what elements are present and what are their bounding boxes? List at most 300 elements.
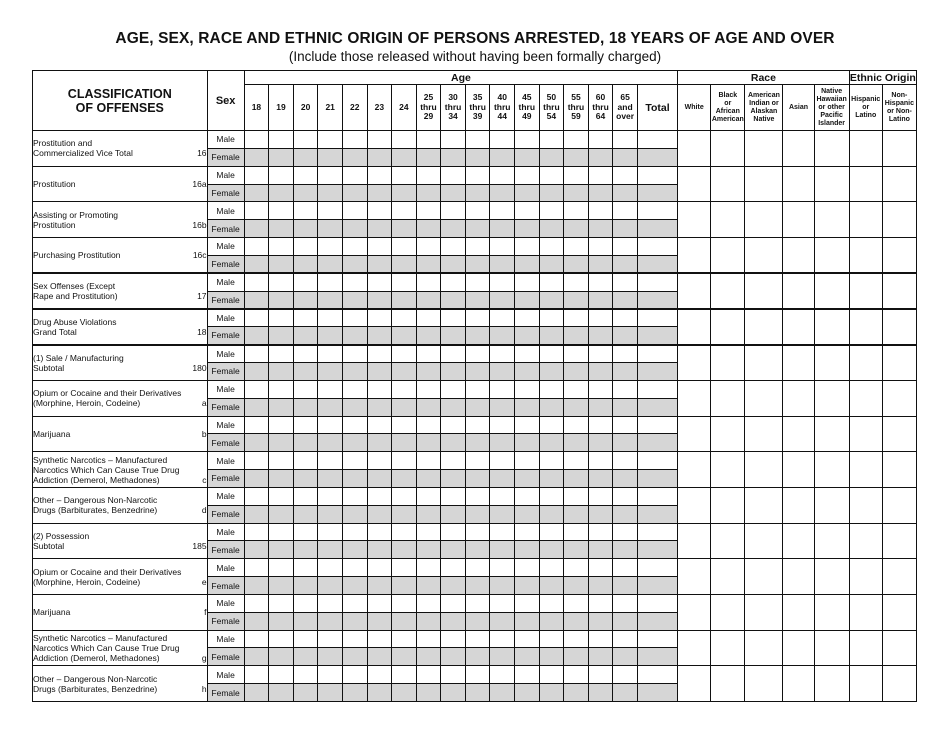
age-count-cell[interactable]	[588, 416, 613, 434]
age-count-cell[interactable]	[392, 630, 417, 648]
race-count-cell[interactable]	[814, 131, 849, 167]
age-count-cell[interactable]	[318, 470, 343, 488]
age-count-cell[interactable]	[244, 470, 269, 488]
age-count-cell[interactable]	[613, 541, 638, 559]
age-count-cell[interactable]	[613, 309, 638, 327]
age-count-cell[interactable]	[515, 630, 540, 648]
age-count-cell[interactable]	[539, 362, 564, 380]
age-count-cell[interactable]	[416, 362, 441, 380]
age-count-cell[interactable]	[441, 238, 466, 256]
ethnic-count-cell[interactable]	[849, 594, 882, 630]
race-count-cell[interactable]	[783, 131, 814, 167]
age-count-cell[interactable]	[318, 148, 343, 166]
age-count-cell[interactable]	[441, 666, 466, 684]
race-count-cell[interactable]	[814, 487, 849, 523]
ethnic-count-cell[interactable]	[849, 416, 882, 452]
age-count-cell[interactable]	[416, 577, 441, 595]
race-count-cell[interactable]	[783, 380, 814, 416]
race-count-cell[interactable]	[678, 487, 711, 523]
age-count-cell[interactable]	[244, 148, 269, 166]
age-count-cell[interactable]	[613, 148, 638, 166]
age-count-cell[interactable]	[367, 131, 392, 149]
age-count-cell[interactable]	[441, 148, 466, 166]
age-count-cell[interactable]	[588, 220, 613, 238]
age-count-cell[interactable]	[515, 273, 540, 291]
race-count-cell[interactable]	[678, 523, 711, 559]
age-count-cell[interactable]	[269, 666, 294, 684]
age-count-cell[interactable]	[564, 505, 589, 523]
age-count-cell[interactable]	[318, 255, 343, 273]
age-count-cell[interactable]	[416, 291, 441, 309]
age-count-cell[interactable]	[490, 559, 515, 577]
race-count-cell[interactable]	[711, 309, 745, 345]
age-count-cell[interactable]	[367, 148, 392, 166]
age-count-cell[interactable]	[392, 594, 417, 612]
age-count-cell[interactable]	[293, 273, 318, 291]
age-count-cell[interactable]	[539, 309, 564, 327]
age-count-cell[interactable]	[367, 541, 392, 559]
age-count-cell[interactable]	[490, 380, 515, 398]
age-count-cell[interactable]	[367, 309, 392, 327]
age-count-cell[interactable]	[269, 220, 294, 238]
age-count-cell[interactable]	[342, 577, 367, 595]
age-count-cell[interactable]	[490, 398, 515, 416]
age-count-cell[interactable]	[416, 470, 441, 488]
age-count-cell[interactable]	[318, 416, 343, 434]
age-count-cell[interactable]	[293, 184, 318, 202]
age-count-cell[interactable]	[293, 452, 318, 470]
race-count-cell[interactable]	[711, 630, 745, 666]
age-count-cell[interactable]	[637, 255, 677, 273]
age-count-cell[interactable]	[637, 398, 677, 416]
age-count-cell[interactable]	[392, 273, 417, 291]
age-count-cell[interactable]	[465, 541, 490, 559]
age-count-cell[interactable]	[244, 523, 269, 541]
age-count-cell[interactable]	[416, 220, 441, 238]
age-count-cell[interactable]	[490, 238, 515, 256]
ethnic-count-cell[interactable]	[882, 202, 916, 238]
age-count-cell[interactable]	[293, 416, 318, 434]
age-count-cell[interactable]	[293, 434, 318, 452]
age-count-cell[interactable]	[318, 452, 343, 470]
age-count-cell[interactable]	[539, 380, 564, 398]
age-count-cell[interactable]	[539, 541, 564, 559]
age-count-cell[interactable]	[441, 630, 466, 648]
age-count-cell[interactable]	[416, 255, 441, 273]
age-count-cell[interactable]	[515, 612, 540, 630]
age-count-cell[interactable]	[564, 220, 589, 238]
age-count-cell[interactable]	[293, 487, 318, 505]
age-count-cell[interactable]	[613, 273, 638, 291]
age-count-cell[interactable]	[539, 684, 564, 702]
age-count-cell[interactable]	[269, 184, 294, 202]
age-count-cell[interactable]	[367, 220, 392, 238]
age-count-cell[interactable]	[588, 594, 613, 612]
race-count-cell[interactable]	[783, 487, 814, 523]
age-count-cell[interactable]	[293, 131, 318, 149]
age-count-cell[interactable]	[465, 273, 490, 291]
race-count-cell[interactable]	[711, 202, 745, 238]
ethnic-count-cell[interactable]	[882, 131, 916, 167]
race-count-cell[interactable]	[678, 202, 711, 238]
age-count-cell[interactable]	[441, 505, 466, 523]
age-count-cell[interactable]	[637, 380, 677, 398]
race-count-cell[interactable]	[783, 345, 814, 381]
race-count-cell[interactable]	[745, 345, 783, 381]
age-count-cell[interactable]	[244, 577, 269, 595]
age-count-cell[interactable]	[269, 559, 294, 577]
age-count-cell[interactable]	[588, 184, 613, 202]
age-count-cell[interactable]	[367, 345, 392, 363]
age-count-cell[interactable]	[465, 523, 490, 541]
age-count-cell[interactable]	[539, 238, 564, 256]
age-count-cell[interactable]	[465, 505, 490, 523]
age-count-cell[interactable]	[342, 345, 367, 363]
age-count-cell[interactable]	[564, 327, 589, 345]
age-count-cell[interactable]	[515, 345, 540, 363]
age-count-cell[interactable]	[342, 148, 367, 166]
age-count-cell[interactable]	[342, 487, 367, 505]
age-count-cell[interactable]	[269, 648, 294, 666]
race-count-cell[interactable]	[814, 666, 849, 702]
race-count-cell[interactable]	[678, 309, 711, 345]
age-count-cell[interactable]	[637, 131, 677, 149]
race-count-cell[interactable]	[711, 238, 745, 274]
race-count-cell[interactable]	[783, 523, 814, 559]
age-count-cell[interactable]	[515, 398, 540, 416]
age-count-cell[interactable]	[392, 238, 417, 256]
age-count-cell[interactable]	[367, 487, 392, 505]
age-count-cell[interactable]	[293, 594, 318, 612]
age-count-cell[interactable]	[441, 577, 466, 595]
age-count-cell[interactable]	[637, 416, 677, 434]
age-count-cell[interactable]	[564, 559, 589, 577]
age-count-cell[interactable]	[588, 202, 613, 220]
age-count-cell[interactable]	[342, 202, 367, 220]
age-count-cell[interactable]	[441, 487, 466, 505]
age-count-cell[interactable]	[465, 220, 490, 238]
age-count-cell[interactable]	[293, 470, 318, 488]
age-count-cell[interactable]	[392, 434, 417, 452]
age-count-cell[interactable]	[613, 684, 638, 702]
age-count-cell[interactable]	[564, 594, 589, 612]
age-count-cell[interactable]	[588, 148, 613, 166]
age-count-cell[interactable]	[342, 684, 367, 702]
age-count-cell[interactable]	[342, 131, 367, 149]
ethnic-count-cell[interactable]	[849, 452, 882, 488]
age-count-cell[interactable]	[539, 327, 564, 345]
age-count-cell[interactable]	[293, 166, 318, 184]
age-count-cell[interactable]	[515, 291, 540, 309]
age-count-cell[interactable]	[367, 416, 392, 434]
age-count-cell[interactable]	[465, 487, 490, 505]
age-count-cell[interactable]	[515, 148, 540, 166]
age-count-cell[interactable]	[613, 166, 638, 184]
age-count-cell[interactable]	[613, 648, 638, 666]
race-count-cell[interactable]	[783, 166, 814, 202]
age-count-cell[interactable]	[367, 362, 392, 380]
age-count-cell[interactable]	[588, 470, 613, 488]
age-count-cell[interactable]	[637, 612, 677, 630]
age-count-cell[interactable]	[293, 362, 318, 380]
age-count-cell[interactable]	[293, 559, 318, 577]
age-count-cell[interactable]	[588, 238, 613, 256]
age-count-cell[interactable]	[613, 380, 638, 398]
age-count-cell[interactable]	[613, 594, 638, 612]
age-count-cell[interactable]	[293, 666, 318, 684]
ethnic-count-cell[interactable]	[849, 238, 882, 274]
ethnic-count-cell[interactable]	[882, 166, 916, 202]
age-count-cell[interactable]	[564, 184, 589, 202]
age-count-cell[interactable]	[515, 362, 540, 380]
age-count-cell[interactable]	[293, 630, 318, 648]
age-count-cell[interactable]	[367, 398, 392, 416]
race-count-cell[interactable]	[783, 559, 814, 595]
age-count-cell[interactable]	[637, 684, 677, 702]
age-count-cell[interactable]	[318, 238, 343, 256]
age-count-cell[interactable]	[613, 327, 638, 345]
age-count-cell[interactable]	[318, 380, 343, 398]
race-count-cell[interactable]	[678, 630, 711, 666]
age-count-cell[interactable]	[318, 487, 343, 505]
age-count-cell[interactable]	[613, 131, 638, 149]
age-count-cell[interactable]	[539, 202, 564, 220]
race-count-cell[interactable]	[711, 166, 745, 202]
age-count-cell[interactable]	[269, 684, 294, 702]
age-count-cell[interactable]	[490, 630, 515, 648]
age-count-cell[interactable]	[490, 131, 515, 149]
age-count-cell[interactable]	[564, 166, 589, 184]
age-count-cell[interactable]	[441, 380, 466, 398]
age-count-cell[interactable]	[613, 577, 638, 595]
age-count-cell[interactable]	[637, 541, 677, 559]
age-count-cell[interactable]	[318, 202, 343, 220]
age-count-cell[interactable]	[515, 238, 540, 256]
age-count-cell[interactable]	[613, 487, 638, 505]
age-count-cell[interactable]	[293, 220, 318, 238]
age-count-cell[interactable]	[269, 291, 294, 309]
age-count-cell[interactable]	[342, 416, 367, 434]
age-count-cell[interactable]	[269, 434, 294, 452]
age-count-cell[interactable]	[416, 238, 441, 256]
age-count-cell[interactable]	[637, 594, 677, 612]
age-count-cell[interactable]	[613, 559, 638, 577]
age-count-cell[interactable]	[613, 202, 638, 220]
age-count-cell[interactable]	[293, 202, 318, 220]
age-count-cell[interactable]	[613, 612, 638, 630]
age-count-cell[interactable]	[416, 666, 441, 684]
age-count-cell[interactable]	[490, 452, 515, 470]
age-count-cell[interactable]	[441, 327, 466, 345]
race-count-cell[interactable]	[745, 380, 783, 416]
age-count-cell[interactable]	[441, 309, 466, 327]
age-count-cell[interactable]	[392, 362, 417, 380]
race-count-cell[interactable]	[745, 416, 783, 452]
age-count-cell[interactable]	[342, 291, 367, 309]
age-count-cell[interactable]	[392, 666, 417, 684]
age-count-cell[interactable]	[392, 148, 417, 166]
age-count-cell[interactable]	[342, 612, 367, 630]
race-count-cell[interactable]	[814, 238, 849, 274]
age-count-cell[interactable]	[539, 345, 564, 363]
age-count-cell[interactable]	[269, 612, 294, 630]
race-count-cell[interactable]	[745, 630, 783, 666]
age-count-cell[interactable]	[293, 684, 318, 702]
age-count-cell[interactable]	[342, 255, 367, 273]
age-count-cell[interactable]	[613, 238, 638, 256]
age-count-cell[interactable]	[465, 131, 490, 149]
age-count-cell[interactable]	[613, 452, 638, 470]
race-count-cell[interactable]	[711, 380, 745, 416]
age-count-cell[interactable]	[342, 309, 367, 327]
age-count-cell[interactable]	[490, 202, 515, 220]
age-count-cell[interactable]	[318, 220, 343, 238]
age-count-cell[interactable]	[392, 345, 417, 363]
age-count-cell[interactable]	[637, 184, 677, 202]
age-count-cell[interactable]	[244, 594, 269, 612]
age-count-cell[interactable]	[392, 131, 417, 149]
age-count-cell[interactable]	[318, 362, 343, 380]
age-count-cell[interactable]	[637, 166, 677, 184]
age-count-cell[interactable]	[441, 523, 466, 541]
race-count-cell[interactable]	[745, 238, 783, 274]
age-count-cell[interactable]	[465, 291, 490, 309]
age-count-cell[interactable]	[588, 273, 613, 291]
age-count-cell[interactable]	[269, 452, 294, 470]
race-count-cell[interactable]	[678, 273, 711, 309]
race-count-cell[interactable]	[678, 166, 711, 202]
race-count-cell[interactable]	[745, 523, 783, 559]
age-count-cell[interactable]	[564, 470, 589, 488]
age-count-cell[interactable]	[490, 327, 515, 345]
age-count-cell[interactable]	[416, 273, 441, 291]
age-count-cell[interactable]	[416, 559, 441, 577]
age-count-cell[interactable]	[244, 416, 269, 434]
age-count-cell[interactable]	[588, 577, 613, 595]
age-count-cell[interactable]	[588, 666, 613, 684]
age-count-cell[interactable]	[269, 362, 294, 380]
age-count-cell[interactable]	[367, 559, 392, 577]
age-count-cell[interactable]	[465, 148, 490, 166]
race-count-cell[interactable]	[783, 202, 814, 238]
age-count-cell[interactable]	[637, 309, 677, 327]
age-count-cell[interactable]	[637, 452, 677, 470]
age-count-cell[interactable]	[416, 541, 441, 559]
ethnic-count-cell[interactable]	[882, 666, 916, 702]
age-count-cell[interactable]	[244, 398, 269, 416]
age-count-cell[interactable]	[588, 630, 613, 648]
age-count-cell[interactable]	[588, 452, 613, 470]
race-count-cell[interactable]	[745, 202, 783, 238]
age-count-cell[interactable]	[392, 577, 417, 595]
age-count-cell[interactable]	[244, 309, 269, 327]
age-count-cell[interactable]	[588, 612, 613, 630]
age-count-cell[interactable]	[244, 648, 269, 666]
age-count-cell[interactable]	[515, 470, 540, 488]
age-count-cell[interactable]	[293, 505, 318, 523]
age-count-cell[interactable]	[490, 523, 515, 541]
age-count-cell[interactable]	[318, 434, 343, 452]
race-count-cell[interactable]	[814, 523, 849, 559]
race-count-cell[interactable]	[678, 666, 711, 702]
age-count-cell[interactable]	[269, 202, 294, 220]
race-count-cell[interactable]	[783, 309, 814, 345]
age-count-cell[interactable]	[515, 594, 540, 612]
age-count-cell[interactable]	[244, 487, 269, 505]
age-count-cell[interactable]	[539, 220, 564, 238]
age-count-cell[interactable]	[465, 577, 490, 595]
age-count-cell[interactable]	[416, 327, 441, 345]
age-count-cell[interactable]	[416, 398, 441, 416]
race-count-cell[interactable]	[814, 345, 849, 381]
age-count-cell[interactable]	[441, 541, 466, 559]
age-count-cell[interactable]	[392, 291, 417, 309]
age-count-cell[interactable]	[637, 148, 677, 166]
age-count-cell[interactable]	[416, 416, 441, 434]
ethnic-count-cell[interactable]	[849, 380, 882, 416]
race-count-cell[interactable]	[711, 594, 745, 630]
age-count-cell[interactable]	[490, 648, 515, 666]
age-count-cell[interactable]	[392, 184, 417, 202]
age-count-cell[interactable]	[490, 434, 515, 452]
age-count-cell[interactable]	[441, 612, 466, 630]
age-count-cell[interactable]	[490, 505, 515, 523]
age-count-cell[interactable]	[269, 255, 294, 273]
age-count-cell[interactable]	[490, 255, 515, 273]
age-count-cell[interactable]	[637, 345, 677, 363]
ethnic-count-cell[interactable]	[849, 523, 882, 559]
age-count-cell[interactable]	[244, 452, 269, 470]
age-count-cell[interactable]	[539, 398, 564, 416]
age-count-cell[interactable]	[564, 648, 589, 666]
age-count-cell[interactable]	[318, 594, 343, 612]
age-count-cell[interactable]	[490, 594, 515, 612]
age-count-cell[interactable]	[564, 309, 589, 327]
age-count-cell[interactable]	[613, 523, 638, 541]
race-count-cell[interactable]	[814, 380, 849, 416]
ethnic-count-cell[interactable]	[882, 452, 916, 488]
age-count-cell[interactable]	[613, 416, 638, 434]
age-count-cell[interactable]	[318, 505, 343, 523]
race-count-cell[interactable]	[814, 202, 849, 238]
age-count-cell[interactable]	[269, 470, 294, 488]
age-count-cell[interactable]	[539, 452, 564, 470]
age-count-cell[interactable]	[515, 380, 540, 398]
age-count-cell[interactable]	[367, 630, 392, 648]
age-count-cell[interactable]	[564, 345, 589, 363]
age-count-cell[interactable]	[269, 541, 294, 559]
age-count-cell[interactable]	[637, 362, 677, 380]
age-count-cell[interactable]	[637, 666, 677, 684]
age-count-cell[interactable]	[441, 202, 466, 220]
age-count-cell[interactable]	[367, 666, 392, 684]
age-count-cell[interactable]	[564, 577, 589, 595]
ethnic-count-cell[interactable]	[849, 166, 882, 202]
age-count-cell[interactable]	[441, 166, 466, 184]
age-count-cell[interactable]	[318, 345, 343, 363]
race-count-cell[interactable]	[814, 273, 849, 309]
age-count-cell[interactable]	[269, 594, 294, 612]
age-count-cell[interactable]	[342, 380, 367, 398]
age-count-cell[interactable]	[244, 166, 269, 184]
age-count-cell[interactable]	[244, 612, 269, 630]
age-count-cell[interactable]	[637, 291, 677, 309]
age-count-cell[interactable]	[318, 559, 343, 577]
age-count-cell[interactable]	[367, 184, 392, 202]
age-count-cell[interactable]	[318, 327, 343, 345]
age-count-cell[interactable]	[441, 273, 466, 291]
age-count-cell[interactable]	[244, 362, 269, 380]
